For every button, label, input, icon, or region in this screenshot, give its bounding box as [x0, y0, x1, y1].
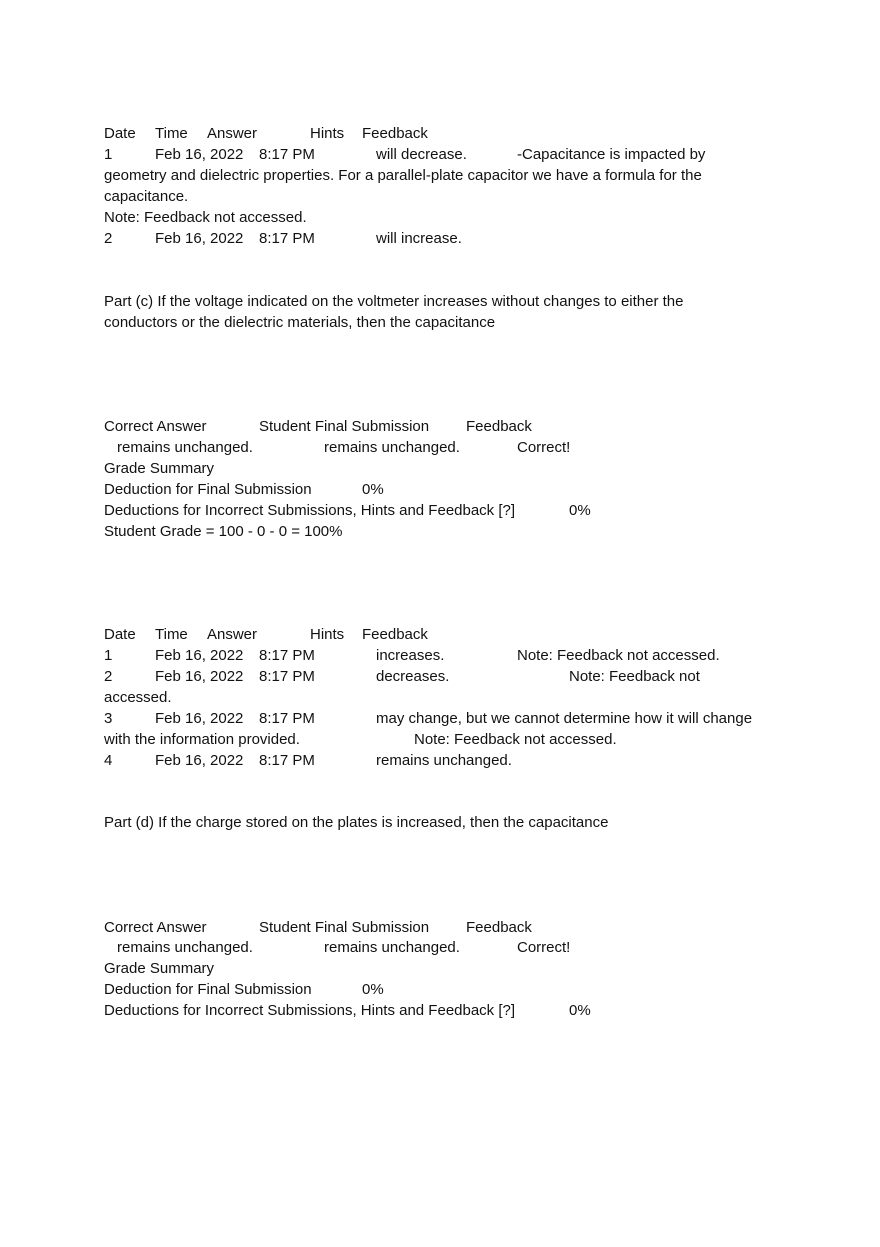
deduction-final-value: 0% [362, 981, 384, 998]
row-answer: remains unchanged. [376, 752, 512, 769]
row-date: Feb 16, 2022 [155, 710, 244, 727]
deduction-incorrect-value: 0% [569, 502, 591, 519]
header-student-submission: Student Final Submission [259, 919, 430, 936]
feedback-continued: capacitance. [104, 188, 189, 205]
header-answer: Answer [207, 626, 258, 643]
row-number: 1 [104, 647, 113, 664]
header-hints: Hints [310, 626, 345, 643]
row-number: 3 [104, 710, 113, 727]
row-answer: increases. [376, 647, 445, 664]
row-date: Feb 16, 2022 [155, 146, 244, 163]
row-number: 4 [104, 752, 113, 769]
header-date: Date [104, 626, 136, 643]
deduction-final-label: Deduction for Final Submission [104, 481, 312, 498]
header-time: Time [155, 125, 188, 142]
row-feedback: -Capacitance is impacted by [517, 146, 706, 163]
deduction-incorrect-label: Deductions for Incorrect Submissions, Hints and Feedback [?] [104, 502, 516, 519]
row-answer: will increase. [376, 230, 462, 247]
deduction-incorrect-value: 0% [569, 1002, 591, 1019]
answer-continued: with the information provided. [104, 731, 300, 748]
header-date: Date [104, 125, 136, 142]
header-feedback: Feedback [466, 418, 532, 435]
header-hints: Hints [310, 125, 345, 142]
header-feedback: Feedback [466, 919, 532, 936]
correct-answer: remains unchanged. [117, 439, 253, 456]
row-date: Feb 16, 2022 [155, 752, 244, 769]
student-submission: remains unchanged. [324, 439, 460, 456]
result-feedback: Correct! [517, 939, 571, 956]
header-time: Time [155, 626, 188, 643]
row-feedback: Note: Feedback not accessed. [414, 731, 617, 748]
row-time: 8:17 PM [259, 710, 315, 727]
deduction-final-value: 0% [362, 481, 384, 498]
row-number: 2 [104, 668, 113, 685]
student-grade: Student Grade = 100 - 0 - 0 = 100% [104, 523, 343, 540]
header-correct-answer: Correct Answer [104, 919, 207, 936]
header-answer: Answer [207, 125, 258, 142]
header-feedback: Feedback [362, 125, 428, 142]
row-feedback: Note: Feedback not accessed. [517, 647, 720, 664]
row-answer: decreases. [376, 668, 450, 685]
row-date: Feb 16, 2022 [155, 230, 244, 247]
feedback-continued: accessed. [104, 689, 172, 706]
student-submission: remains unchanged. [324, 939, 460, 956]
grade-summary-title: Grade Summary [104, 460, 215, 477]
result-feedback: Correct! [517, 439, 571, 456]
question-text: conductors or the dielectric materials, then the capacitance [104, 314, 496, 331]
header-feedback: Feedback [362, 626, 428, 643]
deduction-final-label: Deduction for Final Submission [104, 981, 312, 998]
row-answer: may change, but we cannot determine how it will change [376, 710, 753, 727]
row-feedback: Note: Feedback not [569, 668, 700, 685]
row-number: 2 [104, 230, 113, 247]
deduction-incorrect-label: Deductions for Incorrect Submissions, Hints and Feedback [?] [104, 1002, 516, 1019]
feedback-continued: geometry and dielectric properties. For a parallel-plate capacitor we have a formula for the [104, 167, 702, 184]
row-time: 8:17 PM [259, 230, 315, 247]
row-time: 8:17 PM [259, 146, 315, 163]
row-date: Feb 16, 2022 [155, 647, 244, 664]
row-answer: will decrease. [376, 146, 467, 163]
part-d-question: Part (d) If the charge stored on the plates is increased, then the capacitance [104, 814, 609, 831]
question-text: Part (c) If the voltage indicated on the voltmeter increases without changes to either the [104, 293, 684, 310]
row-time: 8:17 PM [259, 647, 315, 664]
row-time: 8:17 PM [259, 752, 315, 769]
row-time: 8:17 PM [259, 668, 315, 685]
row-number: 1 [104, 146, 113, 163]
feedback-note: Note: Feedback not accessed. [104, 209, 307, 226]
correct-answer: remains unchanged. [117, 939, 253, 956]
grade-summary-title: Grade Summary [104, 960, 215, 977]
row-date: Feb 16, 2022 [155, 668, 244, 685]
header-correct-answer: Correct Answer [104, 418, 207, 435]
header-student-submission: Student Final Submission [259, 418, 430, 435]
